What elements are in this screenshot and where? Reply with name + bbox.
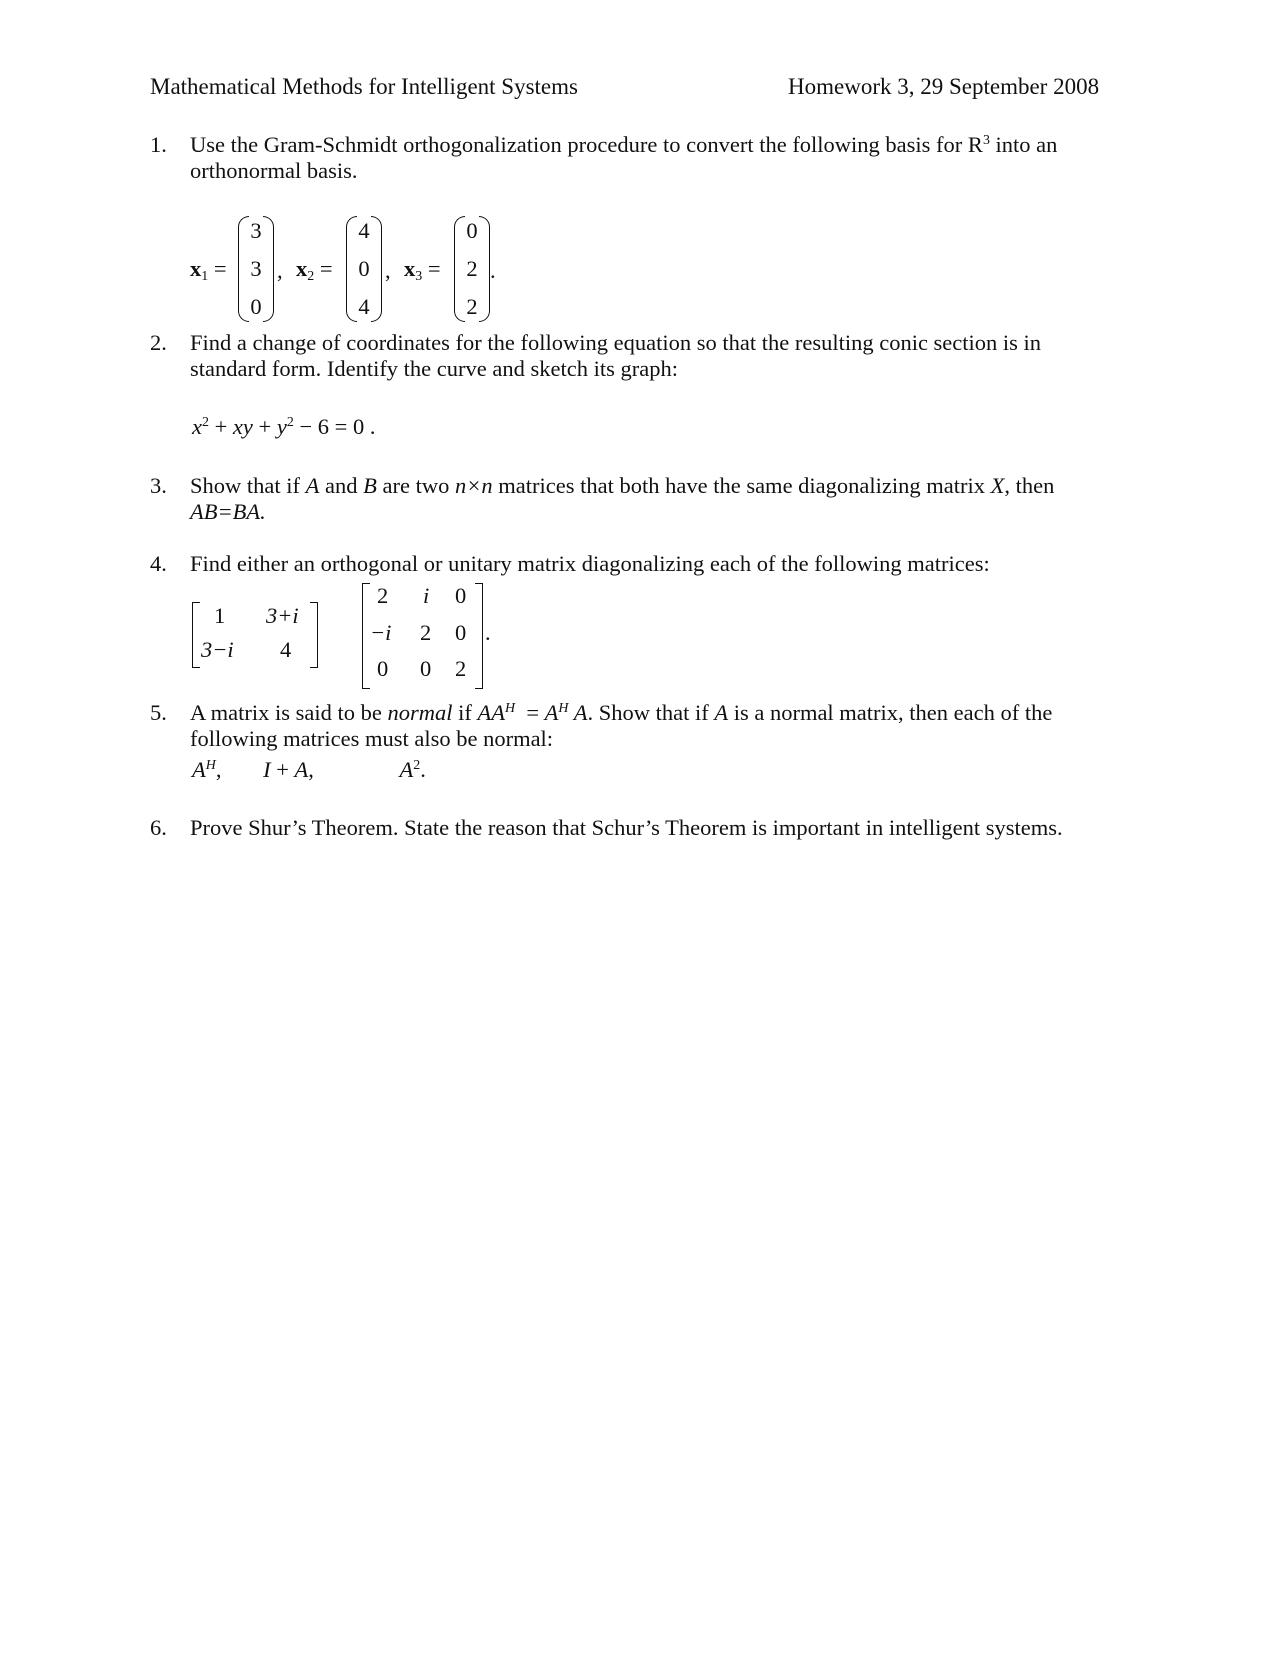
course-title: Mathematical Methods for Intelligent Systems xyxy=(150,74,578,99)
problem-2-text: Find a change of coordinates for the following equation so that the resulting conic section is in standard form. Identify the curve and sketch its graph: xyxy=(190,330,1042,381)
vector-x3-label: $x_3$ = xyxy=(404,256,441,285)
vector-x1-label: $x_1$ = xyxy=(190,256,227,285)
conic-equation: $x^2$ + xy + $y^2 - 6 = 0$ . xyxy=(192,414,376,439)
vector-x2-label: $x_2$ = xyxy=(296,256,333,285)
separator: , xyxy=(277,258,283,283)
problem-5-number: 5. xyxy=(150,700,167,725)
problem-4-number: 4. xyxy=(150,551,167,576)
assignment-date: Homework 3, 29 September 2008 xyxy=(788,74,1100,99)
problem-6-number: 6. xyxy=(150,815,167,840)
vector-x1: 3 3 0 xyxy=(238,216,274,322)
period: . xyxy=(490,258,496,283)
vector-x2: 4 0 4 xyxy=(346,216,382,322)
problem-2-number: 2. xyxy=(150,330,167,355)
problem-1-number: 1. xyxy=(150,132,167,157)
problem-1-text: Use the Gram-Schmidt orthogonalization procedure to convert the following basis for $R^3$ into an orthonormal basis. xyxy=(190,132,1058,183)
separator: , xyxy=(385,258,391,283)
normal-definition: $AA^H$ xyxy=(477,700,516,725)
problem-4-text: Find either an orthogonal or unitary matrix diagonalizing each of the following matrices: xyxy=(190,551,990,576)
problem-3-text: Show that if A and B are two n×n matrices that both have the same diagonalizing matrix X, then AB=BA. xyxy=(190,473,1055,524)
period: . xyxy=(485,620,491,645)
problem-6-text: Prove Shur’s Theorem. State the reason that Schur’s Theorem is important in intelligent systems. xyxy=(190,815,1063,840)
problem-3-number: 3. xyxy=(150,473,167,498)
vector-x3: 0 2 2 xyxy=(454,216,490,322)
matrix-list: $A^H$, I + A, $A^2$. xyxy=(192,757,426,782)
problem-5-text: A matrix is said to be normal if $AA^H = A^H$ A. Show that if A is a normal matrix, then each of the following matrices must also be normal: xyxy=(190,700,1053,751)
